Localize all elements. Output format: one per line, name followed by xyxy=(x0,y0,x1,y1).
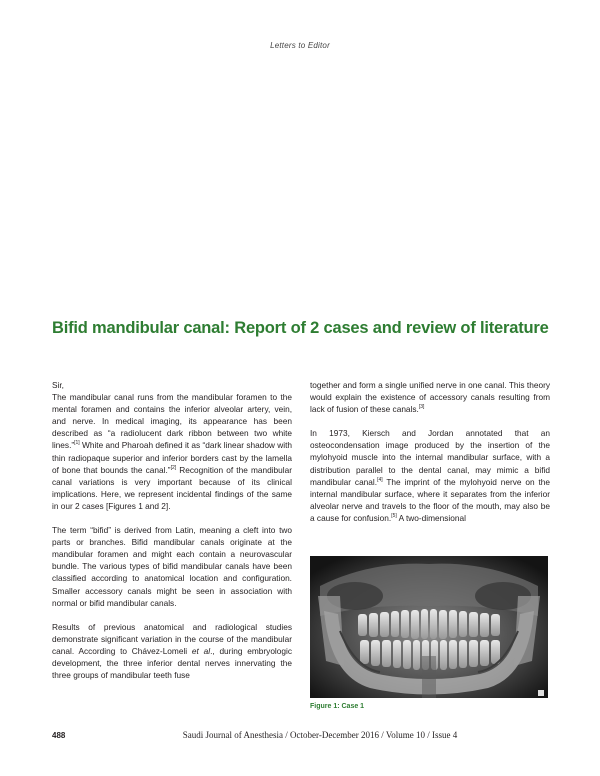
figure-caption: Figure 1: Case 1 xyxy=(310,703,365,710)
paragraph-5-text-c: A two-dimensional xyxy=(396,512,466,523)
panoramic-radiograph-figure xyxy=(310,556,548,698)
paragraph-1-text-a: The mandibular canal runs from the mandibular foramen to the mental foramen and contains the inferior alveolar artery, vein, and nerve. In medical imaging, its appearance has been described as “a radiolucent dark ribbon between two white lines.” xyxy=(52,392,292,451)
paragraph-5 xyxy=(310,427,550,524)
paragraph-2: The term “bifid” is derived from Latin, meaning a cleft into two parts or branches. Bifid mandibular canals originate at the mandibular foramen and might each contain a neurovascular bundle. The various types of bifid mandibular canals have been classified according to anatomical location and configuration. Smaller accessory canals might be seen in association with normal or bifid mandibular canals. xyxy=(52,525,292,608)
paragraph-1 xyxy=(52,391,292,512)
article-title: Bifid mandibular canal: Report of 2 cases and review of literature xyxy=(52,319,549,337)
paragraph-3-text-a: Results of previous anatomical and radiological studies demonstrate significant variation in the course of the mandibular canal. According to Chávez-Lomeli xyxy=(52,621,292,656)
citation-1[interactable]: [1] xyxy=(74,440,80,447)
citation-4[interactable]: [4] xyxy=(377,476,383,483)
paragraph-3-text-b: ., during embryologic development, the three inferior dental nerves innervating the three groups of mandibular teeth fuse xyxy=(52,645,293,681)
paragraph-4-text: together and form a single unified nerve in one canal. This theory would explain the existence of accessory canals resulting from lack of fusion of these canals. xyxy=(310,380,550,415)
citation-2[interactable]: [2] xyxy=(170,464,177,471)
paragraph-1-text-b: White and Pharoah defined it as “dark linear shadow with thin radiopaque superior and inferior borders cast by the lamella of bone that bounds the canal.” xyxy=(52,440,292,475)
radiograph-image xyxy=(310,556,548,698)
running-header: Letters to Editor xyxy=(270,41,330,50)
journal-footer: Saudi Journal of Anesthesia / October-December 2016 / Volume 10 / Issue 4 xyxy=(182,730,458,740)
right-column xyxy=(310,379,550,524)
citation-5[interactable]: [5] xyxy=(391,513,397,520)
left-column xyxy=(52,379,292,681)
paragraph-4 xyxy=(310,379,550,415)
paragraph-3 xyxy=(52,621,292,681)
paragraph-5-text-b: The imprint of the mylohyoid nerve on the internal mandibular surface, where it separates from the inferior alveolar nerve and travels to the floor of the mouth, may also be a cause for confusion. xyxy=(310,476,550,523)
paragraph-5-text-a: In 1973, Kiersch and Jordan annotated that an osteocondensation image produced by the insertion of the mylohyoid muscle into the internal mandibular surface, with a distribution parallel to the dental canal, may mimic a bifid mandibular canal. xyxy=(310,428,550,487)
page-number: 488 xyxy=(52,731,66,740)
salutation: Sir, xyxy=(52,380,64,390)
citation-3[interactable]: [3] xyxy=(418,404,425,411)
et-al: et al xyxy=(191,645,211,656)
paragraph-1-text-c: Recognition of the mandibular canal variations is very important because of its clinical implications. Here, we represent incidental findings of the same in our 2 cases [Figures 1 and 2]. xyxy=(52,464,292,511)
